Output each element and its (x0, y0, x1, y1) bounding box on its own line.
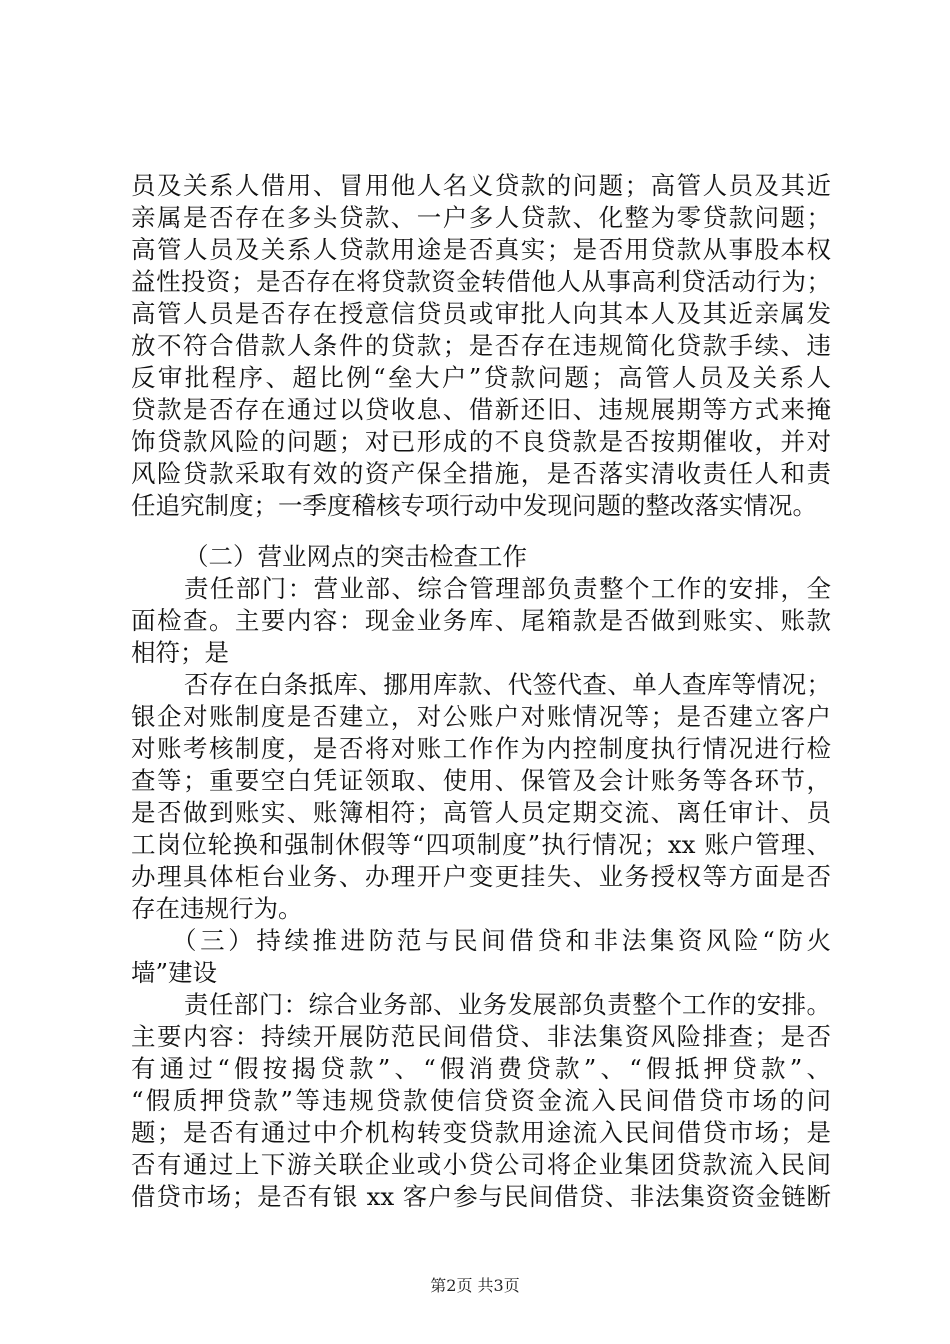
body-text-line: 对账考核制度，是否将对账工作作为内控制度执行情况进行检 (131, 734, 831, 763)
body-text-line: “假质押贷款”等违规贷款使信贷资金流入民间借贷市场的问 (131, 1086, 831, 1115)
body-text-line: 高管人员是否存在授意信贷员或审批人向其本人及其近亲属发 (131, 299, 831, 328)
body-text-line: 借贷市场；是否有银 xx 客户参与民间借贷、非法集资资金链断 (131, 1182, 831, 1211)
body-text-line: 否存在白条抵库、挪用库款、代签代查、单人查库等情况； (184, 670, 831, 699)
section-heading: 墙”建设 (131, 958, 218, 987)
body-text-line: 存在违规行为。 (131, 894, 303, 923)
body-text-line: 员及关系人借用、冒用他人名义贷款的问题；高管人员及其近 (131, 171, 831, 200)
body-text-line: 否有通过上下游关联企业或小贷公司将企业集团贷款流入民间 (131, 1150, 831, 1179)
body-text-line: 责任部门：综合业务部、业务发展部负责整个工作的安排。 (184, 990, 831, 1019)
body-text-line: 高管人员及关系人贷款用途是否真实；是否用贷款从事股本权 (131, 235, 831, 264)
body-text-line: 查等；重要空白凭证领取、使用、保管及会计账务等各环节， (131, 766, 831, 795)
body-text-line: 是否做到账实、账簿相符；高管人员定期交流、离任审计、员 (131, 798, 831, 827)
body-text-line: 任追究制度；一季度稽核专项行动中发现问题的整改落实情况。 (131, 491, 817, 520)
body-text-line: 主要内容：持续开展防范民间借贷、非法集资风险排查；是否 (131, 1022, 831, 1051)
body-text-line: 银企对账制度是否建立，对公账户对账情况等；是否建立客户 (131, 702, 831, 731)
page-number-footer: 第2页 共3页 (430, 1276, 520, 1295)
body-text-line: 责任部门：营业部、综合管理部负责整个工作的安排，全 (184, 574, 831, 603)
body-text-line: 贷款是否存在通过以贷收息、借新还旧、违规展期等方式来掩 (131, 395, 831, 424)
body-text-line: 有通过“假按揭贷款”、“假消费贷款”、“假抵押贷款”、 (131, 1054, 831, 1083)
body-text-line: 饰贷款风险的问题；对已形成的不良贷款是否按期催收，并对 (131, 427, 831, 456)
body-text-line: 风险贷款采取有效的资产保全措施，是否落实清收责任人和责 (131, 459, 831, 488)
section-heading: （二）营业网点的突击检查工作 (184, 542, 527, 571)
body-text-line: 面检查。主要内容：现金业务库、尾箱款是否做到账实、账款 (131, 606, 831, 635)
body-text-line: 亲属是否存在多头贷款、一户多人贷款、化整为零贷款问题； (131, 203, 831, 232)
body-text-line: 益性投资；是否存在将贷款资金转借他人从事高利贷活动行为； (131, 267, 831, 296)
section-heading: （三）持续推进防范与民间借贷和非法集资风险“防火 (172, 926, 831, 955)
body-text-line: 反审批程序、超比例“垒大户”贷款问题；高管人员及关系人 (131, 363, 831, 392)
body-text-line: 工岗位轮换和强制休假等“四项制度”执行情况；xx 账户管理、 (131, 830, 831, 859)
body-text-line: 放不符合借款人条件的贷款；是否存在违规简化贷款手续、违 (131, 331, 831, 360)
body-text-line: 相符；是 (131, 638, 229, 667)
body-text-line: 题；是否有通过中介机构转变贷款用途流入民间借贷市场；是 (131, 1118, 831, 1147)
body-text-line: 办理具体柜台业务、办理开户变更挂失、业务授权等方面是否 (131, 862, 831, 891)
